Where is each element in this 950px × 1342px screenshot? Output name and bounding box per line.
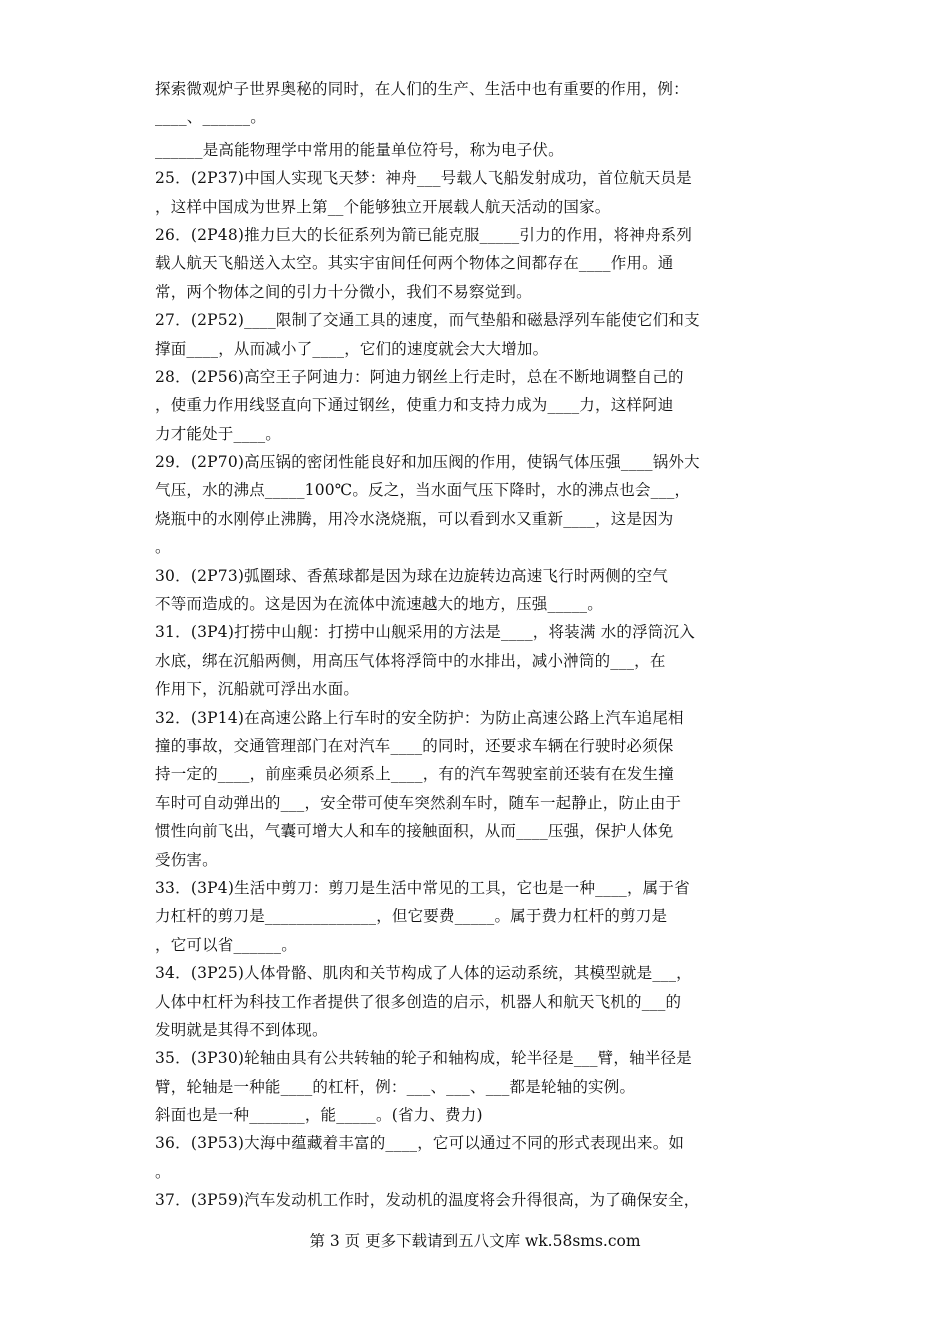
text-line: 斜面也是一种_______，能_____。(省力、费力)	[155, 1106, 483, 1125]
text-line: 作用下，沉船就可浮出水面。	[155, 680, 360, 699]
text-line: 车时可自动弹出的___，安全带可使车突然刹车时，随车一起静止，防止由于	[155, 793, 682, 812]
text-line: 持一定的____，前座乘员必须系上____，有的汽车驾驶室前还装有在发生撞	[155, 765, 674, 784]
question-31: 31．(3P4)打捞中山舰：打捞中山舰采用的方法是____，将装满 水的浮筒沉入	[155, 623, 695, 642]
question-29: 29．(2P70)高压锅的密闭性能良好和加压阀的作用，使锅气体压强____锅外大	[155, 453, 700, 472]
text-line: 不等而造成的。这是因为在流体中流速越大的地方，压强_____。	[155, 595, 603, 614]
question-28: 28．(2P56)高空王子阿迪力：阿迪力钢丝上行走时，总在不断地调整自己的	[155, 367, 684, 386]
text-line: 载人航天飞船送入太空。其实宇宙间任何两个物体之间都存在____作用。通	[155, 254, 674, 273]
question-35: 35．(3P30)轮轴由具有公共转轴的轮子和轴构成，轮半径是___臂，轴半径是	[155, 1049, 692, 1068]
question-27: 27．(2P52)____限制了交通工具的速度，而气垫船和磁悬浮列车能使它们和支	[155, 311, 700, 330]
text-line: ______是高能物理学中常用的能量单位符号，称为电子伏。	[155, 140, 564, 159]
question-36: 36．(3P53)大海中蕴藏着丰富的____，它可以通过不同的形式表现出来。如	[155, 1134, 685, 1153]
text-line: 气压，水的沸点_____100℃。反之，当水面气压下降时，水的沸点也会___，	[155, 481, 691, 500]
text-line: ，这样中国成为世界上第__个能够独立开展载人航天活动的国家。	[155, 197, 611, 216]
text-line: 。	[155, 538, 171, 557]
question-26: 26．(2P48)推力巨大的长征系列为箭已能克服_____引力的作用，将神舟系列	[155, 225, 693, 244]
text-line: ，它可以省______。	[155, 935, 297, 954]
page-footer: 第 3 页 更多下载请到五八文库 wk.58sms.com	[309, 1232, 641, 1250]
text-line: 力才能处于____。	[155, 424, 282, 443]
text-line: 探索微观炉子世界奥秘的同时，在人们的生产、生活中也有重要的作用，例：	[155, 80, 689, 98]
text-line: ____、______。	[155, 108, 266, 127]
question-25: 25．(2P37)中国人实现飞天梦：神舟___号载人飞船发射成功，首位航天员是	[155, 169, 692, 188]
text-line: 。	[155, 1162, 171, 1181]
text-line: 撑面____，从而减小了____，它们的速度就会大大增加。	[155, 339, 549, 358]
question-33: 33．(3P4)生活中剪刀：剪刀是生活中常见的工具，它也是一种____，属于省	[155, 878, 690, 897]
question-34: 34．(3P25)人体骨骼、肌肉和关节构成了人体的运动系统，其模型就是___，	[155, 964, 692, 983]
document-body	[155, 75, 805, 1215]
text-line: 人体中杠杆为科技工作者提供了很多创造的启示，机器人和航天飞机的___的	[155, 992, 682, 1011]
text-line: 烧瓶中的水刚停止沸腾，用冷水浇烧瓶，可以看到水又重新____，这是因为	[155, 509, 674, 528]
text-line: 发明就是其得不到体现。	[155, 1020, 328, 1039]
text-line: 惯性向前飞出，气囊可增大人和车的接触面积，从而____压强，保护人体免	[155, 822, 674, 841]
text-line: 受伤害。	[155, 850, 218, 869]
text-line: 臂，轮轴是一种能____的杠杆，例：___、___、___都是轮轴的实例。	[155, 1077, 636, 1096]
question-37: 37．(3P59)汽车发动机工作时，发动机的温度将会升得很高，为了确保安全，	[155, 1191, 700, 1210]
text-line: ，使重力作用线竖直向下通过钢丝，使重力和支持力成为____力，这样阿迪	[155, 396, 674, 415]
text-line: 水底，绑在沉船两侧，用高压气体将浮筒中的水排出，减小浺筒的___，在	[155, 651, 666, 670]
text-line: 力杠杆的剪刀是______________，但它要费_____。属于费力杠杆的剪刀是	[155, 907, 668, 926]
question-32: 32．(3P14)在高速公路上行车时的安全防护：为防止高速公路上汽车追尾相	[155, 708, 684, 727]
question-30: 30．(2P73)弧圈球、香蕉球都是因为球在边旋转边高速飞行时两侧的空气	[155, 566, 669, 585]
text-line: 撞的事故，交通管理部门在对汽车____的同时，还要求车辆在行驶时必须保	[155, 736, 674, 755]
text-line: 常，两个物体之间的引力十分微小，我们不易察觉到。	[155, 282, 532, 301]
